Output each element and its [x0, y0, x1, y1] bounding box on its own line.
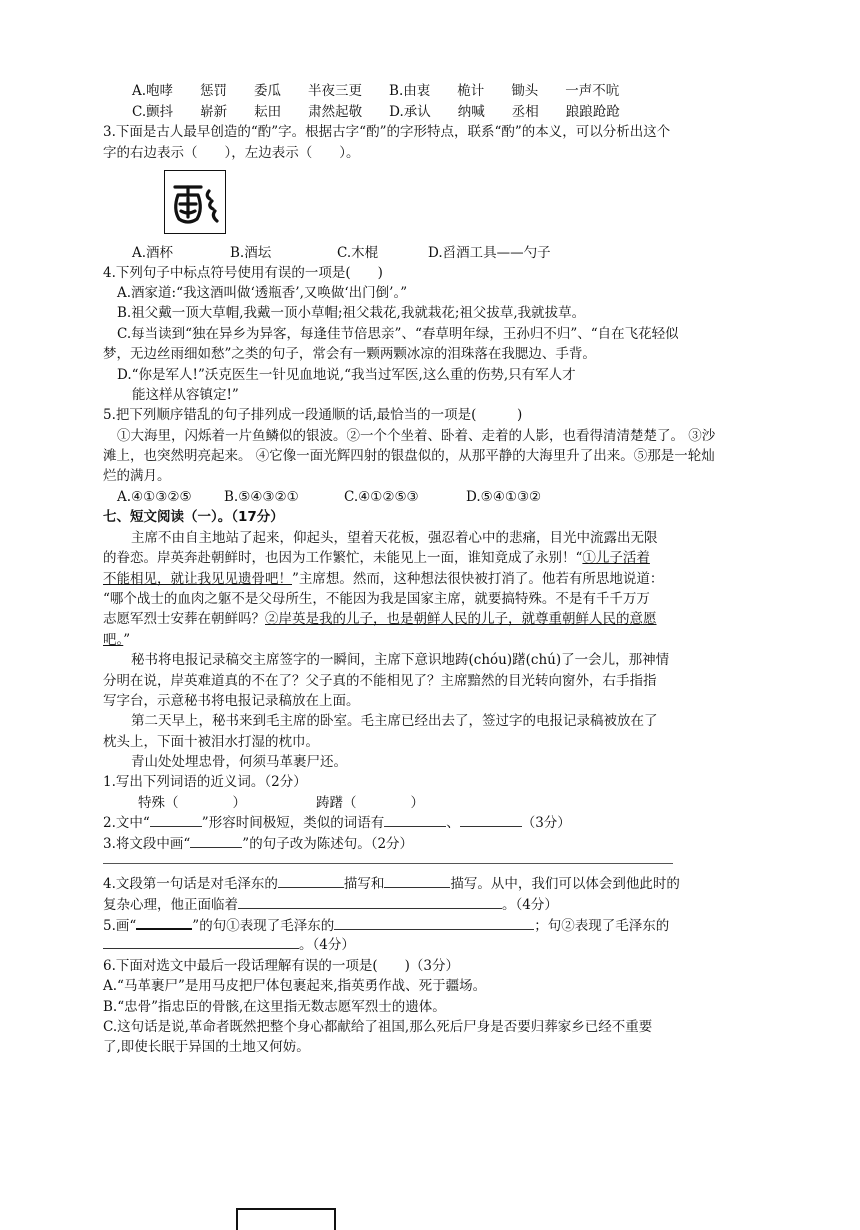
q4-option-c-line-1: C.每当读到“独在异乡为异客，每逢佳节倍思亲”、“春草明年绿，王孙归不归”、“自在飞花轻似 [117, 326, 679, 342]
q1-word-chouchu: 踌躇（ ） [316, 795, 424, 811]
q5-sentences-line-1: ①大海里，闪烁着一片鱼鳞似的银波。②一个个坐着、卧着、走着的人影，也看得清清楚楚了。 ③沙 [117, 428, 716, 444]
passage-p1-line-1: 主席不由自主地站了起来，仰起头，望着天花板，强忍着心中的悲痛，目光中流露出无限 [131, 530, 658, 546]
underlined-sentence-2-part-2: 吧。 [103, 632, 124, 648]
reading-question-5-line-1: 5.画“ ”的句①表现了毛泽东的 ；句②表现了毛泽东的 [103, 918, 670, 934]
passage-p3-line-2: 枕头上，下面十被泪水打湿的枕巾。 [103, 734, 319, 750]
q5-sentences-line-2: 滩上，也突然明亮起来。 ④它像一面光辉四射的银盘似的，从那平静的大海里升了出来。⑤那是一轮灿 [103, 448, 715, 464]
reading-question-2: 2.文中“ ”形容时间极短，类似的词语有 、 （3分） [103, 815, 571, 831]
q4-option-d-line-2: 能这样从容镇定!” [132, 387, 239, 403]
blank [384, 814, 446, 827]
blank [384, 875, 450, 888]
q6-option-b: B.“忠骨”指忠臣的骨骸,在这里指无数志愿军烈士的遗体。 [103, 999, 446, 1015]
passage-p2-line-1: 秘书将电报记录稿交主席签字的一瞬间，主席下意识地踌(chóu)躇(chú)了一会儿，那神情 [131, 652, 670, 668]
passage-closing-verse: 青山处处埋忠骨，何须马革裹尸还。 [131, 754, 347, 770]
passage-p3-line-1: 第二天早上，秘书来到毛主席的卧室。毛主席已经出去了，签过字的电报记录稿被放在了 [131, 713, 658, 729]
option-line-2: C.颤抖 崭新 耘田 肃然起敬 D.承认 纳喊 丞相 踉踉跄跄 [132, 104, 620, 120]
q5-option-c: C.④①②⑤③ [344, 489, 419, 505]
question-3-line-2: 字的右边表示（ ），左边表示（ ）。 [103, 145, 360, 161]
q3-option-c: C.木棍 [337, 245, 379, 261]
q5-option-b: B.⑤④③②① [224, 489, 299, 505]
q1-word-teshu: 特殊（ ） [138, 795, 246, 811]
section-7-heading: 七、短文阅读（一）。（17分） [103, 509, 284, 525]
passage-p1-line-5: 志愿军烈士安葬在朝鲜吗？②岸英是我的儿子，也是朝鲜人民的儿子，就尊重朝鲜人民的意愿 [103, 611, 657, 627]
answer-line [103, 863, 673, 864]
q4-option-a: A.酒家道:“我这酒叫做‘透瓶香’,又唤做‘出门倒’。” [117, 285, 408, 301]
q6-option-c-line-2: 了,即使长眠于异国的土地又何妨。 [103, 1039, 310, 1055]
blank [334, 917, 534, 930]
passage-p1-line-6: 吧。” [103, 632, 131, 648]
blank [103, 936, 299, 949]
underlined-sentence-2-part-1: ②岸英是我的儿子，也是朝鲜人民的儿子，就尊重朝鲜人民的意愿 [265, 611, 657, 627]
ancient-zhuo-character-image [164, 170, 226, 234]
passage-p1-line-3: 不能相见，就让我见见遗骨吧！”主席想。然而，这种想法很快被打消了。他若有所思地说道： [103, 571, 664, 587]
blank [460, 814, 522, 827]
q4-option-d-line-1: D.“你是军人!”沃克医生一针见血地说,“我当过军医,这么重的伤势,只有军人才 [117, 367, 576, 383]
option-line-1: A.咆哮 惩罚 委瓜 半夜三更 B.由衷 桅计 锄头 一声不吭 [132, 83, 620, 99]
question-5-title: 5.把下列顺序错乱的句子排列成一段通顺的话,最恰当的一项是( ) [103, 407, 523, 423]
reading-question-4-line-2: 复杂心理，他正面临着 。（4分） [103, 897, 558, 913]
q3-option-d: D.舀酒工具——勺子 [428, 245, 551, 261]
q3-option-a: A.酒杯 [132, 245, 174, 261]
q4-option-c-line-2: 梦，无边丝雨细如愁”之类的句子，常会有一颗两颗冰凉的泪珠落在我腮边、手背。 [103, 346, 596, 362]
blank [150, 814, 202, 827]
blank [278, 875, 344, 888]
ancient-character-glyph [165, 171, 225, 233]
blank [136, 916, 192, 930]
reading-question-5-line-2: 。（4分） [103, 936, 355, 954]
passage-p1-line-4: “哪个战士的血肉之躯不是父母所生，不能因为我是国家主席，就要搞特殊。不是有千千万万 [103, 591, 650, 607]
reading-question-6-title: 6.下面对选文中最后一段话理解有误的一项是( )（3分） [103, 958, 460, 974]
passage-p2-line-3: 写字台，示意秘书将电报记录稿放在上面。 [103, 693, 360, 709]
question-4-title: 4.下列句子中标点符号使用有误的一项是( ) [103, 265, 383, 281]
q5-option-a: A.④①③②⑤ [117, 489, 192, 505]
q4-option-b: B.祖父戴一顶大草帽,我戴一顶小草帽;祖父栽花,我就栽花;祖父拔草,我就拔草。 [117, 305, 586, 321]
underlined-sentence-1-part-1: ①儿子活着 [582, 550, 650, 566]
passage-p2-line-2: 分明在说，岸英难道真的不在了？父子真的不能相见了？主席黯然的目光转向窗外，右手指指 [103, 673, 657, 689]
q3-option-b: B.酒坛 [230, 245, 272, 261]
reading-question-3: 3.将文段中画“ ”的句子改为陈述句。（2分） [103, 836, 414, 852]
blank [190, 835, 242, 848]
passage-p1-line-2: 的眷恋。岸英奔赴朝鲜时，也因为工作繁忙，未能见上一面，谁知竟成了永别！“①儿子活着 [103, 550, 650, 566]
reading-question-1: 1.写出下列词语的近义词。（2分） [103, 774, 307, 790]
underlined-sentence-1-part-2: 不能相见，就让我见见遗骨吧！ [103, 571, 292, 587]
q5-option-d: D.⑤④①③② [466, 489, 542, 505]
question-3-line-1: 3.下面是古人最早创造的“酌”字。根据古字“酌”的字形特点，联系“酌”的本义，可以分析出这个 [103, 124, 671, 140]
reading-question-4-line-1: 4.文段第一句话是对毛泽东的 描写和 描写。从中，我们可以体会到他此时的 [103, 876, 680, 892]
q6-option-a: A.“马革裹尸”是用马皮把尸体包裹起来,指英勇作战、死于疆场。 [103, 978, 487, 994]
q6-option-c-line-1: C.这句话是说,革命者既然把整个身心都献给了祖国,那么死后尸身是否要归葬家乡已经不重要 [103, 1019, 653, 1035]
blank [238, 896, 502, 909]
bottom-frame [236, 1208, 336, 1230]
q5-sentences-line-3: 烂的满月。 [103, 468, 171, 484]
